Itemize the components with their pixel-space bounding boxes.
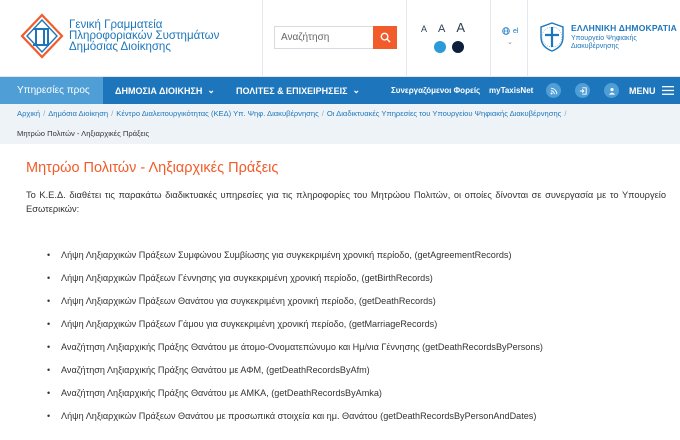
- list-item: • Αναζήτηση Ληξιαρχικής Πράξης Θανάτου με άτομο-Ονοματεπώνυμο και Ημ/νια Γέννησης (getDeathRecordsByPersons): [47, 341, 543, 364]
- login-icon[interactable]: [575, 83, 590, 98]
- main-nav: [0, 77, 680, 104]
- breadcrumb-trail: Αρχική / Δημόσια Διοίκηση / Κέντρο Διαλειτουργικότητας (ΚΕΔ) Υπ. Ψηφ. Διακυβέρνησης / Οι Διαδικτυακές Υπηρεσίες του Υπουργείου Ψηφιακής Διακυβέρνησης /: [17, 109, 567, 118]
- breadcrumb-link[interactable]: Οι Διαδικτυακές Υπηρεσίες του Υπουργείου Ψηφιακής Διακυβέρνησης: [326, 109, 562, 118]
- list-item: • Αναζήτηση Ληξιαρχικής Πράξης Θανάτου με ΑΦΜ, (getDeathRecordsByAfm): [47, 364, 543, 387]
- services-list: [47, 249, 543, 433]
- breadcrumb-link[interactable]: Δημόσια Διοίκηση: [48, 109, 109, 118]
- user-icon[interactable]: [604, 83, 619, 98]
- hamburger-icon: [662, 86, 674, 95]
- header-divider: [262, 0, 263, 77]
- site-header: [0, 0, 680, 77]
- contrast-light-button[interactable]: [434, 41, 446, 53]
- gov-branding: [571, 23, 677, 51]
- rss-icon[interactable]: [546, 83, 561, 98]
- globe-icon: [502, 27, 510, 35]
- search-icon: [380, 32, 391, 43]
- header-divider: [527, 0, 528, 77]
- contrast-dark-button[interactable]: [452, 41, 464, 53]
- search-input[interactable]: [274, 26, 373, 49]
- list-item: • Λήψη Ληξιαρχικών Πράξεων Γάμου για συγκεκριμένη χρονική περίοδο, (getMarriageRecords): [47, 318, 543, 341]
- search-box: [274, 26, 395, 49]
- nav-item-label: ΠΟΛΙΤΕΣ & ΕΠΙΧΕΙΡΗΣΕΙΣ: [236, 85, 348, 96]
- font-size-controls: [421, 20, 465, 35]
- font-size-large-button[interactable]: A: [456, 20, 466, 35]
- org-name[interactable]: [69, 20, 219, 53]
- gov-title: ΕΛΛΗΝΙΚΗ ΔΗΜΟΚΡΑΤΙΑ: [571, 23, 678, 33]
- gov-subtitle-line-2: Διακυβέρνησης: [571, 43, 619, 50]
- language-label: el: [513, 27, 519, 35]
- font-size-medium-button[interactable]: A: [438, 23, 446, 35]
- breadcrumb-link[interactable]: Κέντρο Διαλειτουργικότητας (ΚΕΔ) Υπ. Ψηφ. Διακυβέρνησης: [116, 109, 319, 118]
- list-item: • Αναζήτηση Ληξιαρχικής Πράξης Θανάτου με ΑΜΚΑ, (getDeathRecordsByAmka): [47, 387, 543, 410]
- header-divider: [406, 0, 407, 77]
- list-item: • Λήψη Ληξιαρχικών Πράξεων Θανάτου για συγκεκριμένη χρονική περίοδο, (getDeathRecords): [47, 295, 543, 318]
- nav-item-public-admin[interactable]: [115, 77, 215, 104]
- org-name-line-2: Πληροφοριακών Συστημάτων: [69, 30, 220, 42]
- nav-services-label[interactable]: Υπηρεσίες προς: [0, 77, 103, 104]
- nav-item-citizens-business[interactable]: [236, 77, 360, 104]
- org-name-line-3: Δημόσιας Διοίκησης: [69, 41, 171, 53]
- font-size-small-button[interactable]: A: [421, 24, 428, 34]
- breadcrumb: [0, 104, 680, 144]
- breadcrumb-current: Μητρώο Πολιτών - Ληξιαρχικές Πράξεις: [17, 129, 150, 138]
- nav-link-mytaxisnet[interactable]: myTaxisNet: [489, 86, 534, 95]
- header-divider: [490, 0, 491, 77]
- greek-republic-emblem[interactable]: [538, 21, 566, 53]
- nav-link-partners[interactable]: Συνεργαζόμενοι Φορείς: [391, 86, 481, 95]
- org-name-line-1: Γενική Γραμματεία: [69, 19, 163, 31]
- menu-button[interactable]: [629, 77, 674, 104]
- gspsdd-logo[interactable]: [20, 13, 64, 59]
- list-item: • Λήψη Ληξιαρχικών Πράξεων Συμφώνου Συμβίωσης για συγκεκριμένη χρονική περίοδο, (getAgreementRecords): [47, 249, 543, 272]
- gov-subtitle-line-1: Υπουργείο Ψηφιακής: [571, 35, 637, 42]
- breadcrumb-link[interactable]: Αρχική: [17, 109, 41, 118]
- nav-item-label: ΔΗΜΟΣΙΑ ΔΙΟΙΚΗΣΗ: [115, 85, 203, 96]
- menu-label: MENU: [629, 85, 656, 96]
- page-title: Μητρώο Πολιτών - Ληξιαρχικές Πράξεις: [26, 160, 279, 176]
- chevron-down-icon: ⌄: [352, 85, 361, 95]
- chevron-down-icon: ⌄: [507, 39, 513, 46]
- chevron-down-icon: ⌄: [207, 85, 215, 95]
- language-selector[interactable]: [502, 27, 518, 35]
- list-item: • Λήψη Ληξιαρχικών Πράξεων Γέννησης για συγκεκριμένη χρονική περίοδο, (getBirthRecords): [47, 272, 543, 295]
- list-item: • Λήψη Ληξιαρχικών Πράξεων Θανάτου με προσωπικά στοιχεία και ημ. Θανάτου (getDeathRecordsByPersonAndDates): [47, 410, 543, 433]
- search-button[interactable]: [373, 26, 397, 49]
- intro-text: Το Κ.Ε.Δ. διαθέτει τις παρακάτω διαδικτυακές υπηρεσίες για τις πληροφορίες του Μητρώου Πολιτών, οι οποίες δίνονται σε συνεργασία με το Υπουργείο Εσωτερικών:: [26, 190, 666, 214]
